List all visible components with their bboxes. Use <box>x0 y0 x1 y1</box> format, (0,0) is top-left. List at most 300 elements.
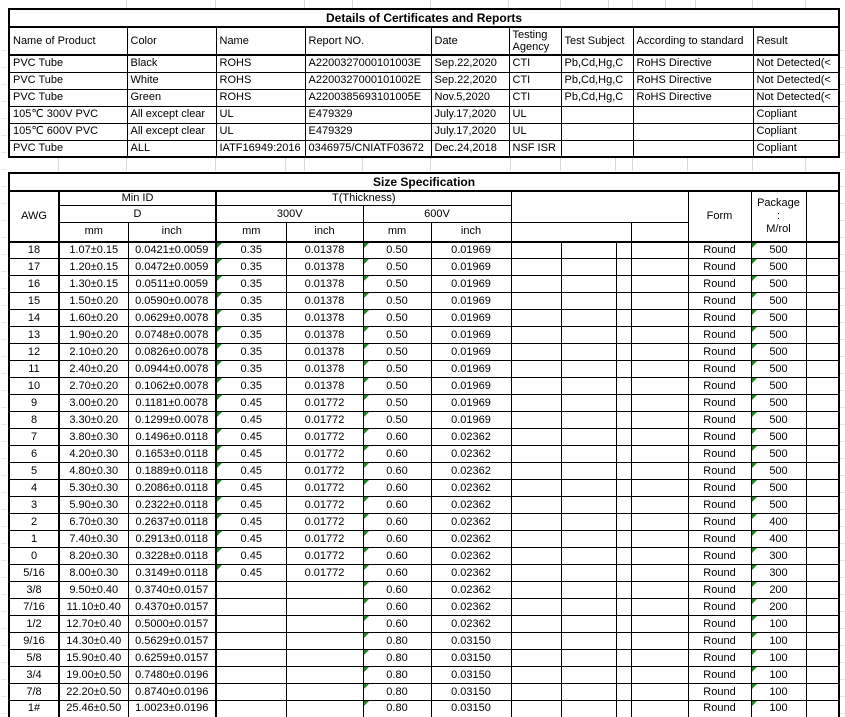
gridline-stub <box>352 0 353 8</box>
error-indicator-icon <box>364 667 369 672</box>
size-cell-t600_inch: 0.01969 <box>431 344 511 361</box>
error-indicator-icon <box>752 395 757 400</box>
size-cell-t600_inch: 0.02362 <box>431 514 511 531</box>
size-cell-e1 <box>511 497 561 514</box>
certificate-cell: A2200385693101005E <box>305 89 431 106</box>
size-row <box>9 293 839 310</box>
size-cell-id_inch: 0.5629±0.0157 <box>128 633 216 650</box>
size-cell-e3 <box>616 616 631 633</box>
size-cell-e5 <box>806 259 839 276</box>
size-cell-form: Round <box>688 310 751 327</box>
size-cell-e3 <box>616 463 631 480</box>
size-cell-id_mm: 2.40±0.20 <box>59 361 128 378</box>
size-cell-e4 <box>631 378 688 395</box>
gridline-stub <box>126 0 127 8</box>
size-row <box>9 531 839 548</box>
size-header-row-1 <box>9 191 839 206</box>
size-cell-id_inch: 1.0023±0.0196 <box>128 701 216 717</box>
size-cell-e5 <box>806 616 839 633</box>
size-row <box>9 667 839 684</box>
header-min-id: Min ID <box>59 191 216 206</box>
size-cell-e1 <box>511 378 561 395</box>
size-body <box>9 242 839 717</box>
size-cell-e4 <box>631 497 688 514</box>
certificate-cell: All except clear <box>127 106 216 123</box>
size-cell-t300_inch: 0.01772 <box>286 395 363 412</box>
size-row <box>9 684 839 701</box>
size-cell-e3 <box>616 497 631 514</box>
error-indicator-icon <box>752 616 757 621</box>
size-cell-t300_inch <box>286 633 363 650</box>
size-cell-e4 <box>631 650 688 667</box>
col-header-testing-agency: Testing Agency <box>509 27 561 55</box>
size-cell-package: 100 <box>751 667 806 684</box>
size-cell-e4 <box>631 531 688 548</box>
size-cell-t300_inch: 0.01772 <box>286 514 363 531</box>
error-indicator-icon <box>217 378 222 383</box>
col-header-name: Name <box>216 27 305 55</box>
size-cell-id_inch: 0.1653±0.0118 <box>128 446 216 463</box>
certificate-cell: E479329 <box>305 106 431 123</box>
size-cell-id_inch: 0.1299±0.0078 <box>128 412 216 429</box>
error-indicator-icon <box>752 701 757 706</box>
size-cell-t600_inch: 0.01969 <box>431 361 511 378</box>
size-cell-e1 <box>511 446 561 463</box>
size-cell-id_inch: 0.0472±0.0059 <box>128 259 216 276</box>
size-cell-e5 <box>806 599 839 616</box>
size-cell-id_mm: 4.20±0.30 <box>59 446 128 463</box>
size-cell-t300_mm <box>216 633 286 650</box>
certificate-cell: Sep.22,2020 <box>431 72 509 89</box>
error-indicator-icon <box>752 480 757 485</box>
certificate-cell: Copliant <box>753 123 839 140</box>
size-cell-t600_mm: 0.60 <box>363 548 431 565</box>
error-indicator-icon <box>217 276 222 281</box>
gridline-stub <box>752 0 753 8</box>
size-cell-e5 <box>806 582 839 599</box>
size-cell-id_mm: 5.30±0.30 <box>59 480 128 497</box>
size-cell-awg: 6 <box>9 446 59 463</box>
certificate-cell <box>561 106 633 123</box>
header-package-line1: Package <box>757 196 800 209</box>
error-indicator-icon <box>364 310 369 315</box>
size-cell-e5 <box>806 633 839 650</box>
certificate-cell: Pb,Cd,Hg,C <box>561 89 633 106</box>
certificate-cell: All except clear <box>127 123 216 140</box>
error-indicator-icon <box>217 361 222 366</box>
size-cell-e5 <box>806 429 839 446</box>
size-cell-t300_inch: 0.01772 <box>286 446 363 463</box>
size-cell-e4 <box>631 514 688 531</box>
certificate-row <box>9 140 839 157</box>
size-cell-id_mm: 1.60±0.20 <box>59 310 128 327</box>
size-cell-t600_mm: 0.80 <box>363 633 431 650</box>
size-cell-e4 <box>631 327 688 344</box>
size-cell-e2 <box>561 378 616 395</box>
size-cell-e1 <box>511 599 561 616</box>
error-indicator-icon <box>752 429 757 434</box>
size-cell-t300_mm: 0.35 <box>216 293 286 310</box>
size-cell-id_mm: 1.30±0.15 <box>59 276 128 293</box>
error-indicator-icon <box>217 259 222 264</box>
size-cell-e5 <box>806 327 839 344</box>
size-cell-t300_inch <box>286 616 363 633</box>
size-cell-t600_inch: 0.03150 <box>431 633 511 650</box>
size-cell-e4 <box>631 684 688 701</box>
error-indicator-icon <box>752 582 757 587</box>
size-cell-e2 <box>561 293 616 310</box>
size-cell-e3 <box>616 259 631 276</box>
error-indicator-icon <box>217 548 222 553</box>
gridline-stub <box>560 0 561 8</box>
size-cell-e4 <box>631 276 688 293</box>
size-cell-e2 <box>561 616 616 633</box>
size-cell-e2 <box>561 361 616 378</box>
certificate-cell: White <box>127 72 216 89</box>
certificate-cell: Nov.5,2020 <box>431 89 509 106</box>
size-cell-t300_inch: 0.01772 <box>286 480 363 497</box>
gridline-stub <box>805 0 806 8</box>
size-cell-form: Round <box>688 429 751 446</box>
size-cell-e2 <box>561 463 616 480</box>
size-cell-e4 <box>631 293 688 310</box>
size-cell-t300_mm: 0.35 <box>216 327 286 344</box>
size-row <box>9 412 839 429</box>
size-cell-e3 <box>616 327 631 344</box>
size-cell-e3 <box>616 378 631 395</box>
size-cell-awg: 15 <box>9 293 59 310</box>
size-cell-form: Round <box>688 633 751 650</box>
header-package <box>751 191 806 242</box>
size-cell-t300_inch: 0.01772 <box>286 565 363 582</box>
size-cell-t600_mm: 0.50 <box>363 344 431 361</box>
size-cell-e5 <box>806 276 839 293</box>
size-cell-e2 <box>561 259 616 276</box>
size-cell-e1 <box>511 582 561 599</box>
size-cell-id_mm: 12.70±0.40 <box>59 616 128 633</box>
size-cell-t300_mm <box>216 701 286 717</box>
certificate-cell: Copliant <box>753 106 839 123</box>
size-row <box>9 242 839 259</box>
size-cell-package: 500 <box>751 497 806 514</box>
certificate-cell: UL <box>216 106 305 123</box>
certificate-cell: E479329 <box>305 123 431 140</box>
size-cell-t600_inch: 0.01969 <box>431 293 511 310</box>
size-cell-t600_inch: 0.01969 <box>431 412 511 429</box>
size-cell-t300_mm <box>216 684 286 701</box>
size-cell-id_mm: 8.00±0.30 <box>59 565 128 582</box>
size-cell-t300_inch: 0.01378 <box>286 259 363 276</box>
certificate-row <box>9 55 839 72</box>
certificate-cell: Not Detected(< <box>753 55 839 72</box>
size-cell-id_inch: 0.0748±0.0078 <box>128 327 216 344</box>
size-cell-id_mm: 1.50±0.20 <box>59 293 128 310</box>
size-cell-package: 100 <box>751 684 806 701</box>
size-cell-t300_mm <box>216 616 286 633</box>
size-cell-e2 <box>561 633 616 650</box>
size-cell-id_mm: 2.70±0.20 <box>59 378 128 395</box>
size-cell-form: Round <box>688 242 751 259</box>
size-cell-e3 <box>616 548 631 565</box>
error-indicator-icon <box>217 463 222 468</box>
certificate-cell: 105℃ 600V PVC <box>9 123 127 140</box>
size-cell-package: 500 <box>751 293 806 310</box>
size-cell-form: Round <box>688 344 751 361</box>
size-cell-e1 <box>511 463 561 480</box>
certificate-cell: Pb,Cd,Hg,C <box>561 55 633 72</box>
size-cell-t300_mm: 0.45 <box>216 548 286 565</box>
size-cell-e2 <box>561 446 616 463</box>
certificates-body <box>9 55 839 157</box>
size-cell-e4 <box>631 259 688 276</box>
size-cell-id_inch: 0.5000±0.0157 <box>128 616 216 633</box>
gridline-stub <box>215 0 216 8</box>
size-cell-package: 500 <box>751 310 806 327</box>
header-empty-block <box>511 191 688 223</box>
error-indicator-icon <box>217 531 222 536</box>
error-indicator-icon <box>364 514 369 519</box>
size-cell-package: 500 <box>751 463 806 480</box>
size-cell-t300_inch: 0.01378 <box>286 310 363 327</box>
size-cell-t300_inch: 0.01772 <box>286 463 363 480</box>
size-cell-e2 <box>561 667 616 684</box>
gridline-stub <box>665 0 666 8</box>
size-cell-t600_mm: 0.80 <box>363 650 431 667</box>
certificate-cell: UL <box>509 106 561 123</box>
gridline-stub <box>632 0 633 8</box>
size-cell-e2 <box>561 310 616 327</box>
size-cell-e3 <box>616 582 631 599</box>
gridline-stub <box>430 0 431 8</box>
size-row <box>9 582 839 599</box>
size-cell-awg: 9/16 <box>9 633 59 650</box>
size-cell-t300_mm <box>216 667 286 684</box>
size-cell-e5 <box>806 412 839 429</box>
size-cell-e1 <box>511 259 561 276</box>
size-cell-e1 <box>511 395 561 412</box>
size-cell-e3 <box>616 446 631 463</box>
size-cell-t600_inch: 0.03150 <box>431 667 511 684</box>
size-cell-id_inch: 0.0826±0.0078 <box>128 344 216 361</box>
size-cell-package: 400 <box>751 531 806 548</box>
size-cell-e2 <box>561 514 616 531</box>
size-row <box>9 650 839 667</box>
size-row <box>9 344 839 361</box>
size-cell-t600_mm: 0.60 <box>363 463 431 480</box>
size-cell-e4 <box>631 344 688 361</box>
size-cell-id_inch: 0.4370±0.0157 <box>128 599 216 616</box>
size-cell-awg: 2 <box>9 514 59 531</box>
certificate-cell: RoHS Directive <box>633 55 753 72</box>
error-indicator-icon <box>217 310 222 315</box>
size-cell-e5 <box>806 565 839 582</box>
size-cell-form: Round <box>688 480 751 497</box>
size-cell-awg: 11 <box>9 361 59 378</box>
error-indicator-icon <box>752 259 757 264</box>
size-cell-id_mm: 1.90±0.20 <box>59 327 128 344</box>
size-row <box>9 616 839 633</box>
size-cell-e3 <box>616 293 631 310</box>
error-indicator-icon <box>217 446 222 451</box>
size-cell-e1 <box>511 293 561 310</box>
certificate-cell: Dec.24,2018 <box>431 140 509 157</box>
size-cell-e4 <box>631 701 688 717</box>
size-row <box>9 310 839 327</box>
size-cell-package: 100 <box>751 650 806 667</box>
size-cell-e2 <box>561 599 616 616</box>
size-cell-e3 <box>616 531 631 548</box>
size-cell-e3 <box>616 599 631 616</box>
size-cell-e5 <box>806 480 839 497</box>
certificate-row <box>9 72 839 89</box>
certificate-cell: ROHS <box>216 55 305 72</box>
size-cell-e5 <box>806 684 839 701</box>
error-indicator-icon <box>217 412 222 417</box>
error-indicator-icon <box>217 514 222 519</box>
size-cell-id_inch: 0.3149±0.0118 <box>128 565 216 582</box>
size-cell-e5 <box>806 378 839 395</box>
header-thickness: T(Thickness) <box>216 191 511 206</box>
size-row <box>9 395 839 412</box>
size-cell-e5 <box>806 463 839 480</box>
size-cell-id_mm: 9.50±0.40 <box>59 582 128 599</box>
size-cell-form: Round <box>688 412 751 429</box>
size-cell-t600_inch: 0.02362 <box>431 548 511 565</box>
size-cell-e2 <box>561 582 616 599</box>
size-cell-t300_inch <box>286 650 363 667</box>
size-cell-t600_inch: 0.03150 <box>431 684 511 701</box>
size-cell-e2 <box>561 701 616 717</box>
error-indicator-icon <box>752 446 757 451</box>
size-cell-e1 <box>511 242 561 259</box>
error-indicator-icon <box>752 650 757 655</box>
gridline-stub <box>608 0 609 8</box>
header-mm-600v: mm <box>363 223 431 242</box>
error-indicator-icon <box>364 497 369 502</box>
size-cell-awg: 9 <box>9 395 59 412</box>
size-cell-t300_inch: 0.01772 <box>286 531 363 548</box>
error-indicator-icon <box>752 344 757 349</box>
size-cell-id_inch: 0.1496±0.0118 <box>128 429 216 446</box>
error-indicator-icon <box>217 480 222 485</box>
size-cell-e5 <box>806 531 839 548</box>
size-cell-t300_mm: 0.45 <box>216 463 286 480</box>
size-cell-e4 <box>631 446 688 463</box>
size-cell-package: 500 <box>751 259 806 276</box>
error-indicator-icon <box>752 667 757 672</box>
size-row <box>9 429 839 446</box>
header-mm-min-id: mm <box>59 223 128 242</box>
size-cell-form: Round <box>688 701 751 717</box>
size-cell-e1 <box>511 650 561 667</box>
size-cell-t600_mm: 0.60 <box>363 565 431 582</box>
size-cell-t600_mm: 0.60 <box>363 429 431 446</box>
certificate-cell: RoHS Directive <box>633 72 753 89</box>
size-cell-form: Round <box>688 684 751 701</box>
size-cell-awg: 8 <box>9 412 59 429</box>
error-indicator-icon <box>364 565 369 570</box>
size-cell-t600_mm: 0.60 <box>363 497 431 514</box>
size-cell-e1 <box>511 684 561 701</box>
size-cell-t300_inch: 0.01378 <box>286 344 363 361</box>
size-cell-t300_inch <box>286 701 363 717</box>
size-cell-e3 <box>616 514 631 531</box>
size-cell-t600_mm: 0.50 <box>363 276 431 293</box>
size-row <box>9 514 839 531</box>
gridline-stub <box>304 0 305 8</box>
certificate-row <box>9 89 839 106</box>
size-cell-e3 <box>616 633 631 650</box>
error-indicator-icon <box>364 582 369 587</box>
size-cell-e5 <box>806 701 839 717</box>
certificate-cell: Sep.22,2020 <box>431 55 509 72</box>
size-cell-t300_inch: 0.01378 <box>286 242 363 259</box>
size-cell-package: 500 <box>751 242 806 259</box>
size-cell-t600_mm: 0.60 <box>363 531 431 548</box>
size-cell-e2 <box>561 429 616 446</box>
size-cell-e3 <box>616 684 631 701</box>
size-cell-t300_mm <box>216 650 286 667</box>
error-indicator-icon <box>752 412 757 417</box>
header-empty-cell <box>511 223 631 242</box>
size-cell-awg: 10 <box>9 378 59 395</box>
size-cell-t600_mm: 0.50 <box>363 378 431 395</box>
size-cell-t300_inch <box>286 684 363 701</box>
size-cell-t600_mm: 0.80 <box>363 701 431 717</box>
certificate-cell: UL <box>509 123 561 140</box>
size-cell-id_inch: 0.0421±0.0059 <box>128 242 216 259</box>
col-header-result: Result <box>753 27 839 55</box>
error-indicator-icon <box>752 243 757 248</box>
size-cell-t600_inch: 0.01969 <box>431 242 511 259</box>
size-cell-t300_inch: 0.01378 <box>286 293 363 310</box>
size-cell-e3 <box>616 310 631 327</box>
certificate-cell: PVC Tube <box>9 89 127 106</box>
size-cell-e5 <box>806 293 839 310</box>
size-cell-id_mm: 3.80±0.30 <box>59 429 128 446</box>
size-cell-t300_inch: 0.01378 <box>286 361 363 378</box>
header-d: D <box>59 206 216 223</box>
size-title-row <box>9 173 839 191</box>
size-cell-e4 <box>631 548 688 565</box>
size-cell-e5 <box>806 548 839 565</box>
size-cell-t300_inch: 0.01378 <box>286 276 363 293</box>
size-cell-t600_mm: 0.80 <box>363 684 431 701</box>
error-indicator-icon <box>364 701 369 706</box>
size-cell-t600_inch: 0.02362 <box>431 480 511 497</box>
size-cell-e5 <box>806 667 839 684</box>
size-cell-package: 200 <box>751 582 806 599</box>
size-row <box>9 633 839 650</box>
size-cell-id_inch: 0.0629±0.0078 <box>128 310 216 327</box>
size-cell-package: 500 <box>751 395 806 412</box>
size-cell-e4 <box>631 412 688 429</box>
size-cell-form: Round <box>688 582 751 599</box>
size-cell-form: Round <box>688 531 751 548</box>
size-cell-form: Round <box>688 548 751 565</box>
size-row <box>9 548 839 565</box>
size-cell-form: Round <box>688 514 751 531</box>
size-cell-awg: 5 <box>9 463 59 480</box>
size-row <box>9 480 839 497</box>
certificate-cell: A2200327000101002E <box>305 72 431 89</box>
error-indicator-icon <box>364 429 369 434</box>
size-table-title: Size Specification <box>9 173 839 191</box>
size-cell-e1 <box>511 616 561 633</box>
col-header-name-of-product: Name of Product <box>9 27 127 55</box>
certificate-cell: Not Detected(< <box>753 89 839 106</box>
error-indicator-icon <box>752 276 757 281</box>
